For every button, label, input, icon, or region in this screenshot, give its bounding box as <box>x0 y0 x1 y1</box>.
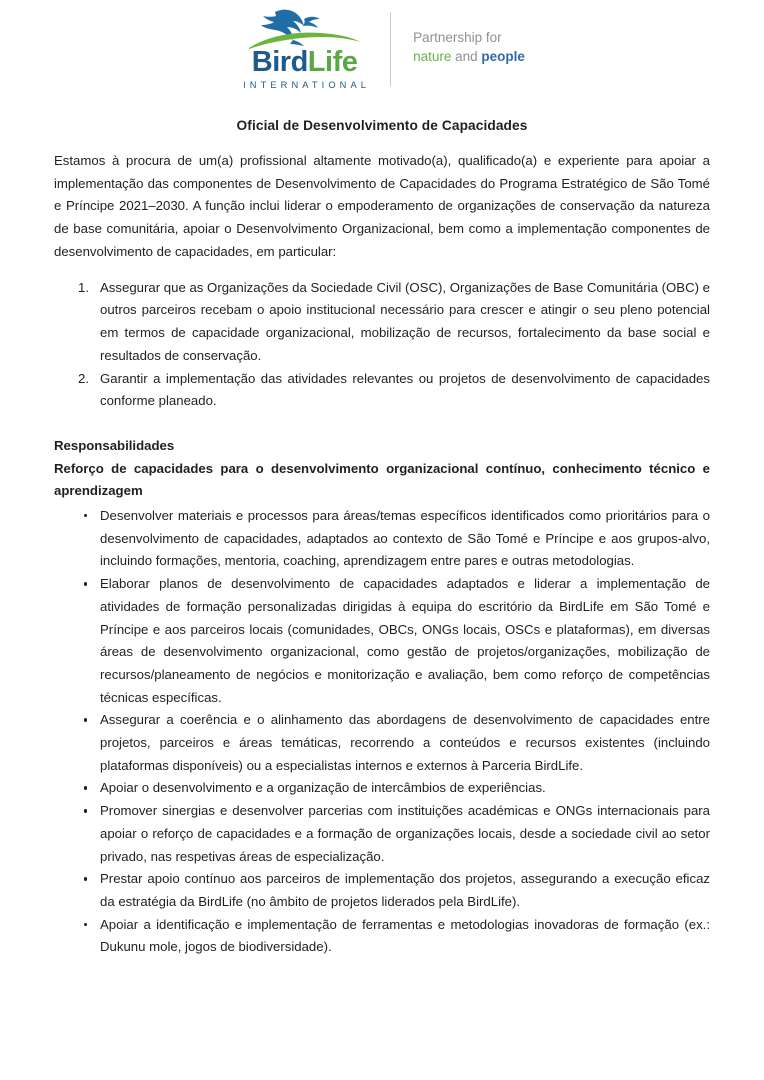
section-heading: Responsabilidades <box>54 437 175 453</box>
list-item: Assegurar a coerência e o alinhamento das abordagens de desenvolvimento de capacidades entre projetos, parceiros e áreas temáticas, recorrendo a conteúdos e recursos existentes (incluindo plataformas disponíveis) ou a especialistas internos e externos à Parceria BirdLife. <box>54 709 710 777</box>
list-item: Elaborar planos de desenvolvimento de capacidades adaptados e liderar a implementação de atividades de formação personalizadas dirigidas à equipa do escritório da BirdLife em São Tomé e Príncipe e aos parceiros locais (comunidades, OBCs, ONGs locais, OSCs e plataformas), em diversas áreas de desenvolvimento organizacional, como gestão de projetos/organizações, mobilização de recursos/planeamento de negócios e monitorização e avaliação, bem como reforço de competências técnicas específicas. <box>54 573 710 709</box>
flying-bird-icon <box>245 4 365 50</box>
brand-word-bird: Bird <box>251 46 308 78</box>
logo-tagline <box>391 4 525 90</box>
tagline-people: people <box>481 49 525 64</box>
tagline-nature: nature <box>413 49 452 64</box>
list-item: Apoiar o desenvolvimento e a organização de intercâmbios de experiências. <box>54 777 710 800</box>
list-item: Assegurar que as Organizações da Sociedade Civil (OSC), Organizações de Base Comunitária (OBC) e outros parceiros recebam o apoio institucional necessário para crescer e atingir o seu pleno potencial em termos de capacidade organizacional, mobilização de recursos, fortalecimento da base social e resultados de conservação. <box>100 279 710 363</box>
brand-word-life: Life <box>307 46 358 78</box>
list-item: Apoiar a identificação e implementação de ferramentas e metodologias inovadoras de formação (ex.: Dukunu mole, jogos de biodiversidade). <box>54 914 710 959</box>
birdlife-brand <box>239 4 390 90</box>
list-item: Prestar apoio contínuo aos parceiros de implementação dos projetos, assegurando a execução eficaz da estratégia da BirdLife (no âmbito de projetos liderados pela BirdLife). <box>54 868 710 913</box>
responsibilities-list <box>54 505 710 959</box>
logo-header <box>54 0 710 90</box>
section-subheading: Reforço de capacidades para o desenvolvimento organizacional contínuo, conhecimento técnico e aprendizagem <box>54 460 710 499</box>
brand-wordmark <box>252 48 358 77</box>
tagline-line-2 <box>413 47 525 66</box>
list-item: Promover sinergias e desenvolver parcerias com instituições académicas e ONGs internacionais para apoiar o reforço de capacidades e a formação de organizações locais, desde a sociedade civil ao setor privado, nas respetivas áreas de especialização. <box>54 800 710 868</box>
list-item: Desenvolver materiais e processos para áreas/temas específicos identificados como prioritários para o desenvolvimento de capacidades, adaptados ao contexto de São Tomé e Príncipe e aos grupos-alvo, incluindo formações, mentoria, coaching, aprendizagem entre pares e outras metodologias. <box>54 505 710 573</box>
tagline-line-1: Partnership for <box>413 29 502 45</box>
brand-subtitle: INTERNATIONAL <box>243 80 371 90</box>
numbered-list <box>54 277 710 413</box>
birdlife-logo-lockup <box>239 4 525 90</box>
page-title: Oficial de Desenvolvimento de Capacidades <box>236 118 528 133</box>
tagline-and: and <box>451 49 482 64</box>
intro-paragraph: Estamos à procura de um(a) profissional altamente motivado(a), qualificado(a) e experiente para apoiar a implementação das componentes de Desenvolvimento de Capacidades do Programa Estratégico de São Tomé e Príncipe 2021–2030. A função inclui liderar o empoderamento de organizações de conservação da natureza de base comunitária, apoiar o Desenvolvimento Organizacional, bem como a implementação componentes de desenvolvimento de capacidades, em particular: <box>54 153 710 259</box>
list-item: Garantir a implementação das atividades relevantes ou projetos de desenvolvimento de capacidades conforme planeado. <box>100 370 710 409</box>
